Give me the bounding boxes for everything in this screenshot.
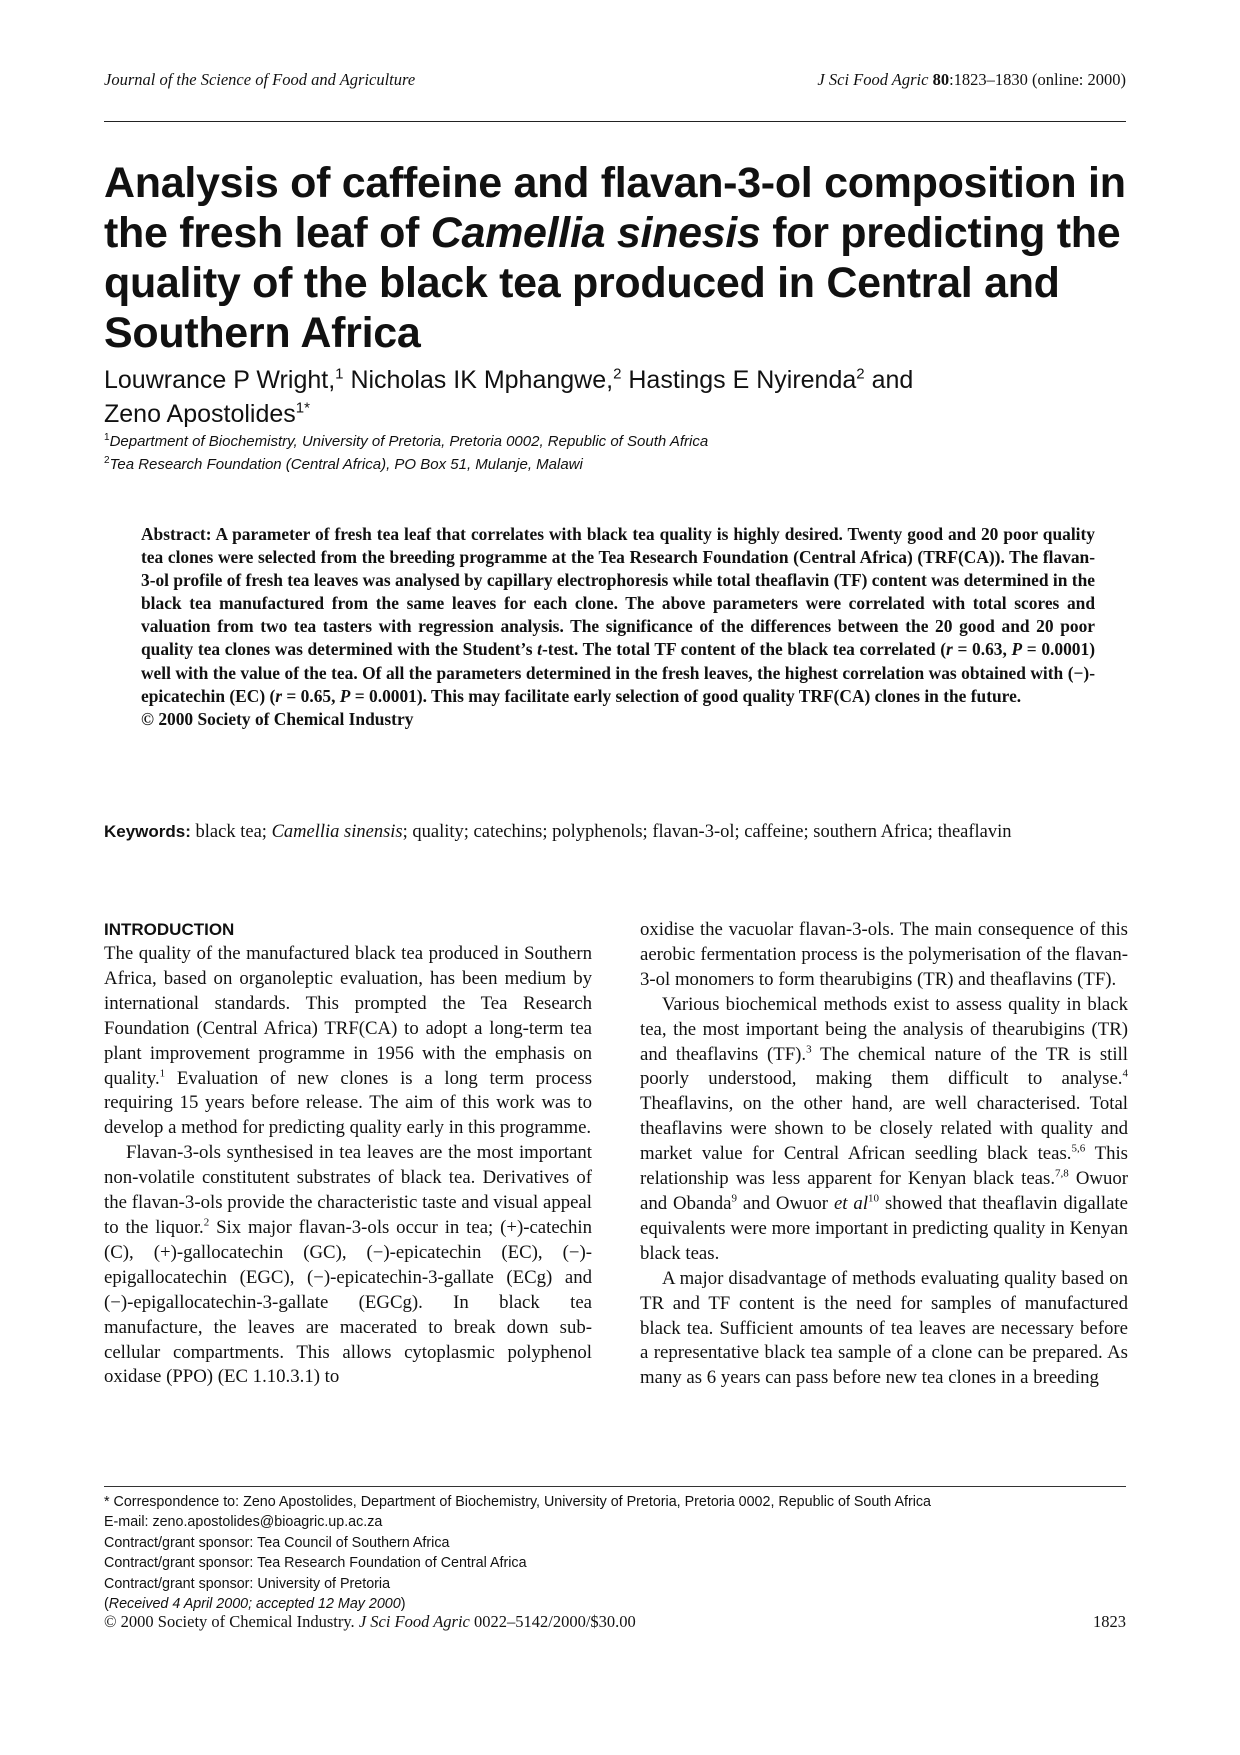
page-footer (104, 1612, 1126, 1632)
citation-ref: 10 (868, 1192, 880, 1205)
citation-volume: 80 (932, 70, 950, 89)
paragraph-text: Owuor and Obanda (640, 1168, 1128, 1214)
abstract-label: Abstract: (141, 524, 212, 544)
abstract-text: -test. The total TF content of the black tea correlated ( (542, 639, 946, 660)
affiliation-text: Department of Biochemistry, University of Pretoria, Pretoria 0002, Republic of South Africa (109, 433, 709, 450)
grant-sponsor: Contract/grant sponsor: Tea Council of Southern Africa (104, 1534, 450, 1551)
citation-ref: 3 (806, 1043, 812, 1056)
abstract (141, 523, 1095, 731)
author-affiliation-mark: 1 (335, 365, 344, 383)
paragraph-text: Various biochemical methods exist to assess quality in black tea, the most important being the analysis of thearubigins (TR) and theaflavins (TF). (640, 993, 1128, 1065)
paragraph-italic: et al (833, 1192, 869, 1214)
grant-sponsor: Contract/grant sponsor: Tea Research Foundation of Central Africa (104, 1555, 527, 1572)
paragraph-text: A major disadvantage of methods evaluating quality based on TR and TF content is the need for samples of manufactured black tea. Sufficient amounts of tea leaves are necessary before a representative black tea sample of a clone can be prepared. As many as 6 years can pass before new tea clones in a breeding (640, 1267, 1128, 1389)
paragraph (640, 1267, 1128, 1392)
affiliation-mark: 1 (104, 432, 110, 443)
citation (817, 70, 1126, 90)
body-column-left (104, 918, 592, 1390)
citation-ref: 1 (159, 1067, 166, 1080)
author-affiliation-mark: 2 (856, 365, 865, 383)
paren: ( (104, 1596, 109, 1613)
citation-ref: 9 (731, 1192, 737, 1205)
footnotes (104, 1492, 1126, 1614)
author-affiliation-mark: 2 (613, 365, 622, 383)
keywords-label: Keywords: (104, 822, 191, 841)
affiliation (104, 432, 1104, 450)
footer-copyright: © 2000 Society of Chemical Industry. (104, 1612, 355, 1631)
footnote-divider (104, 1486, 1126, 1487)
paragraph-text: Six major flavan-3-ols occur in tea; (+)-catechin (C), (+)-gallocatechin (GC), (−)-epicatechin (EC), (−)-epigallocatechin (EGC), (−)-epicatechin-3-gallate (ECg) and (−)-epigallocatechin-3-gallate (EGCg). In black tea manufacture, the leaves are macerated to break down sub-cellular compartments. This allows cytoplasmic polyphenol oxidase (PPO) (EC 1.10.3.1) to (104, 1216, 593, 1388)
keywords-italic: Camellia sinensis (271, 822, 403, 842)
abstract-copyright: © 2000 Society of Chemical Industry (141, 708, 414, 729)
paragraph-text: Evaluation of new clones is a long term process requiring 15 years before release. The aim of this work was to develop a method for predicting quality early in this programme. (104, 1067, 592, 1139)
paragraph (640, 993, 1128, 1267)
section-heading: INTRODUCTION (104, 920, 235, 939)
abstract-text: = 0.0001). This may facilitate early selection of good quality TRF(CA) clones in the future. (350, 685, 1022, 706)
paragraph-text: This relationship was less apparent for Kenyan black teas. (640, 1143, 1128, 1190)
abstract-text: A parameter of fresh tea leaf that correlates with black tea quality is highly desired. Twenty good and 20 poor quality tea clones were selected from the breeding programme at the Tea Research Foundation (Central Africa) (TRF(CA)). The flavan-3-ol profile of fresh tea leaves was analysed by capillary electrophoresis while total theaflavin (TF) content was determined in the black tea manufactured from the same leaves for each clone. The above parameters were correlated with total scores and valuation from two tea tasters with regression analysis. The significance of the differences between the 20 good and 20 poor quality tea clones was determined with the Student’s (141, 524, 1095, 660)
keywords-text: ; quality; catechins; polyphenols; flavan-3-ol; caffeine; southern Africa; theaflavin (402, 822, 1012, 842)
citation-ref: 5,6 (1071, 1142, 1086, 1155)
affiliation (104, 455, 1104, 473)
affiliation-text: Tea Research Foundation (Central Africa), PO Box 51, Mulanje, Malawi (109, 456, 583, 473)
paragraph-text: showed that theaflavin digallate equivalents were more important in predicting quality in Kenyan black teas. (640, 1192, 1128, 1264)
correspondence-note: * Correspondence to: Zeno Apostolides, Department of Biochemistry, University of Pretoria, Pretoria 0002, Republic of South Africa (104, 1494, 931, 1510)
abstract-text: = 0.63, (952, 639, 1012, 660)
citation-ref: 7,8 (1055, 1167, 1069, 1180)
keywords (104, 820, 1126, 844)
paragraph-text: Flavan-3-ols synthesised in tea leaves are the most important non-volatile constitutent substrates of black tea. Derivatives of the flavan-3-ols provide the characteristic taste and visual appeal to the liquor. (104, 1142, 592, 1238)
footer-issn: 0022–5142/2000/$30.00 (473, 1612, 636, 1631)
article-title (104, 158, 1164, 358)
abstract-italic: t (537, 639, 543, 660)
grant-sponsor: Contract/grant sponsor: University of Pretoria (104, 1575, 391, 1592)
citation-ref: 4 (1122, 1068, 1128, 1081)
abstract-italic: P (339, 685, 351, 706)
paragraph-text: The quality of the manufactured black tea produced in Southern Africa, based on organoleptic evaluation, has been medium by international standards. This prompted the Tea Research Foundation (Central Africa) TRF(CA) to adopt a long-term tea plant improvement programme in 1956 with the emphasis on quality. (104, 943, 592, 1089)
author-name: Nicholas IK Mphangwe, (350, 366, 614, 394)
author-list (104, 363, 1104, 431)
abstract-italic: P (1011, 639, 1023, 660)
paragraph-text: Theaflavins, on the other hand, are well characterised. Total theaflavins were shown to be closely related with quality and market value for Central African seedling black teas. (640, 1093, 1128, 1165)
title-species: Camellia sinesis (430, 209, 761, 257)
title-part-2: for predicting the quality of the black tea produced in Central and Southern Africa (104, 209, 1121, 357)
paragraph-text: oxidise the vacuolar flavan-3-ols. The main consequence of this aerobic fermentation process is the polymerisation of the flavan-3-ol monomers to form thearubigins (TR) and theaflavins (TF). (640, 919, 1128, 990)
paren: ) (400, 1596, 406, 1613)
author-affiliation-mark: 1* (295, 399, 310, 417)
citation-pages: :1823–1830 (online: 2000) (949, 70, 1126, 89)
author-name: Hastings E Nyirenda (628, 366, 857, 394)
page-number: 1823 (1093, 1612, 1126, 1631)
paragraph (640, 918, 1128, 993)
header-divider (104, 121, 1126, 122)
abstract-italic: r (945, 639, 953, 660)
title-part-1: Analysis of caffeine and flavan-3-ol composition in the fresh leaf of (104, 159, 1126, 257)
footer-journal: J Sci Food Agric (358, 1612, 470, 1631)
abstract-text: = 0.0001) well with the value of the tea. Of all the parameters determined in the fresh leaves, the highest correlation was obtained with (−)-epicatechin (EC) ( (141, 639, 1095, 706)
body-column-right (640, 918, 1128, 1391)
citation-ref: 2 (203, 1216, 210, 1229)
paragraph-text: and Owuor (736, 1192, 834, 1214)
citation-journal: J Sci Food Agric (817, 70, 929, 89)
paragraph-text: The chemical nature of the TR is still poorly understood, making them difficult to analyse. (640, 1043, 1128, 1090)
affiliation-mark: 2 (104, 455, 110, 466)
keywords-text: black tea; (195, 822, 267, 842)
paragraph (104, 942, 592, 1141)
author-conjunction: and (871, 366, 914, 394)
journal-name: Journal of the Science of Food and Agriculture (104, 70, 416, 89)
received-text: Received 4 April 2000; accepted 12 May 2000 (108, 1596, 401, 1613)
author-name: Zeno Apostolides (104, 400, 296, 428)
email-note: E-mail: zeno.apostolides@bioagric.up.ac.za (104, 1514, 383, 1531)
abstract-text: = 0.65, (282, 685, 340, 706)
author-name: Louwrance P Wright, (104, 366, 336, 394)
paragraph (104, 1141, 592, 1390)
abstract-italic: r (275, 685, 283, 706)
